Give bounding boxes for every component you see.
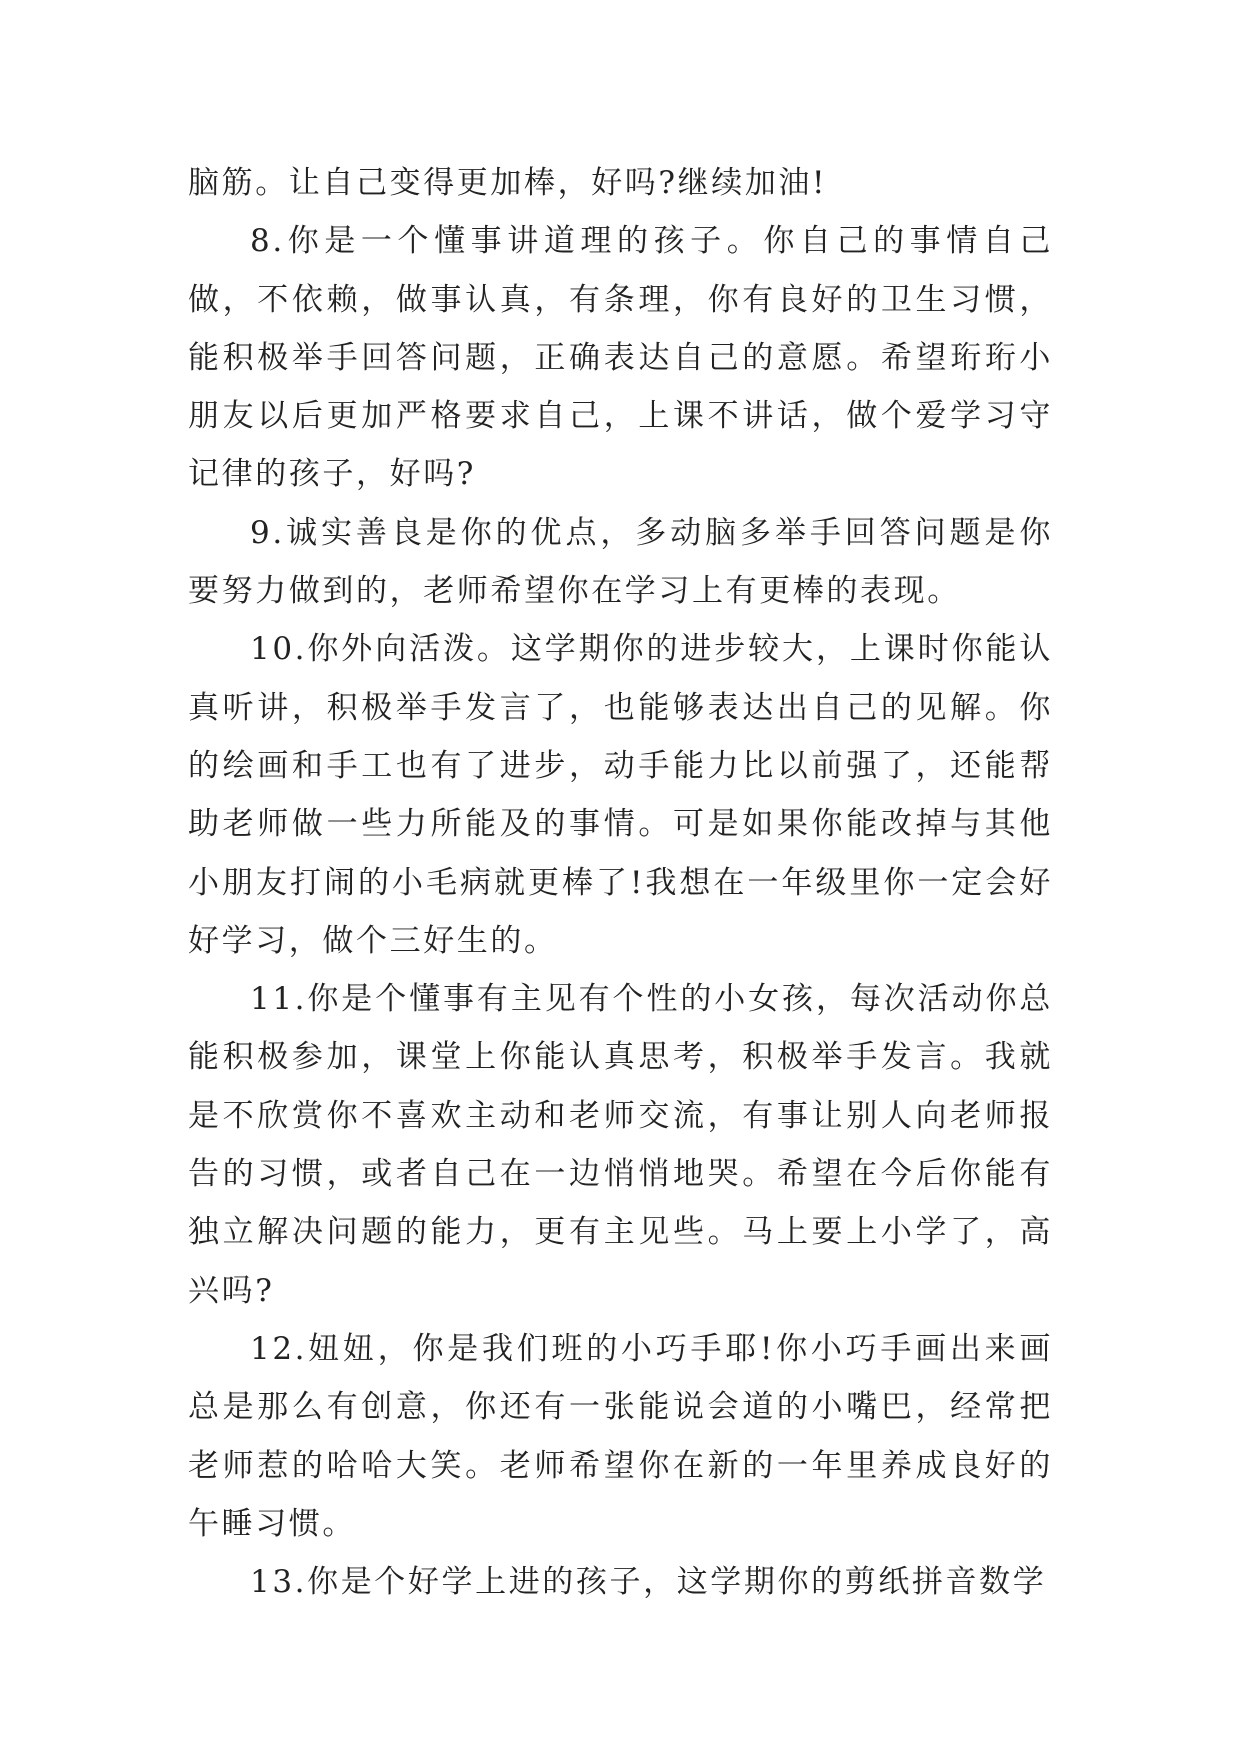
document-body [188,154,1053,1611]
paragraph: 13.你是个好学上进的孩子，这学期你的剪纸拼音数学 [250,1564,1047,1601]
paragraph: 11.你是个懂事有主见有个性的小女孩，每次活动你总能积极参加，课堂上你能认真思考，积极举手发言。我就是不欣赏你不喜欢主动和老师交流，有事让别人向老师报告的习惯，或者自己在一边悄悄地哭。希望在今后你能有独立解决问题的能力，更有主见些。马上要上小学了，高兴吗? [188,981,1053,1309]
paragraph: 脑筋。让自己变得更加棒，好吗?继续加油! [188,165,828,201]
paragraph: 12.妞妞，你是我们班的小巧手耶!你小巧手画出来画总是那么有创意，你还有一张能说会道的小嘴巴，经常把老师惹的哈哈大笑。老师希望你在新的一年里养成良好的午睡习惯。 [188,1330,1053,1542]
paragraph: 8.你是一个懂事讲道理的孩子。你自己的事情自己做，不依赖，做事认真，有条理，你有良好的卫生习惯，能积极举手回答问题，正确表达自己的意愿。希望珩珩小朋友以后更加严格要求自己，上课不讲话，做个爱学习守记律的孩子，好吗? [188,223,1053,493]
paragraph: 9.诚实善良是你的优点，多动脑多举手回答问题是你要努力做到的，老师希望你在学习上有更棒的表现。 [188,514,1053,610]
paragraph: 10.你外向活泼。这学期你的进步较大，上课时你能认真听讲，积极举手发言了，也能够表达出自己的见解。你的绘画和手工也有了进步，动手能力比以前强了，还能帮助老师做一些力所能及的事情。可是如果你能改掉与其他小朋友打闹的小毛病就更棒了!我想在一年级里你一定会好好学习，做个三好生的。 [188,631,1053,959]
